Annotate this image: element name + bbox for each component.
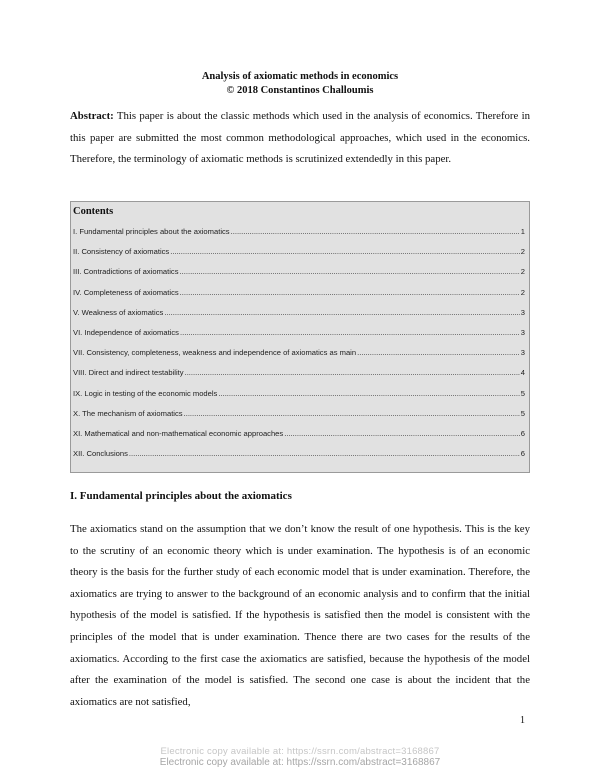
toc-dot-leader (231, 227, 520, 236)
toc-entry-label: III. Contradictions of axiomatics (73, 267, 179, 277)
toc-dot-leader (218, 389, 519, 398)
toc-dot-leader (164, 308, 519, 317)
toc-dot-leader (357, 348, 520, 357)
toc-dot-leader (180, 267, 520, 276)
toc-entry-page: 3 (520, 327, 525, 337)
toc-entry[interactable] (73, 348, 525, 368)
toc-entry[interactable] (73, 449, 525, 469)
toc-entry-label: I. Fundamental principles about the axiomatics (73, 227, 230, 236)
toc-entry-page: 6 (520, 428, 525, 438)
toc-entry-page: 2 (520, 247, 525, 257)
toc-entry[interactable] (73, 409, 525, 429)
toc-entry[interactable] (73, 288, 525, 308)
toc-entry-page: 2 (520, 267, 525, 277)
paper-title-block (0, 70, 600, 98)
toc-entry[interactable] (73, 247, 525, 267)
toc-entry-label: VI. Independence of axiomatics (73, 327, 179, 337)
toc-entry-page: 3 (520, 307, 525, 317)
toc-dot-leader (180, 288, 520, 297)
toc-entry-page: 1 (520, 227, 525, 236)
section-heading: I. Fundamental principles about the axiomatics (70, 490, 292, 502)
toc-dot-leader (284, 429, 520, 438)
toc-entry[interactable] (73, 308, 525, 328)
toc-entry-page: 2 (520, 287, 525, 297)
abstract-label: Abstract: (70, 110, 114, 122)
toc-entry-label: X. The mechanism of axiomatics (73, 408, 183, 418)
toc-entry-label: XI. Mathematical and non-mathematical economic approaches (73, 428, 284, 438)
toc-entry[interactable] (73, 429, 525, 449)
toc-dot-leader (180, 328, 520, 337)
toc-entries (73, 227, 525, 469)
author-line: © 2018 Constantinos Challoumis (226, 85, 374, 96)
section-body: The axiomatics stand on the assumption that we don’t know the result of one hypothesis. This is the key to the scrutiny of an economic theory which is under examination. The hypothesis is of an economic theory is the basis for the further study of each economic model that is under examination. Therefore, the axiomatics are trying to answer to the background of an economic analysis and to confirm that the initial hypothesis of the model is satisfied. If the hypothesis is satisfied then the model is consistent with the principles of the model that is under examination. Thence there are two cases for the results of the axiomatics. According to the first case the axiomatics are satisfied, because the hypothesis of the model after the examination of the model is satisfied. The second one case is about the incident that the axiomatics are not satisfied, (70, 523, 530, 708)
toc-dot-leader (129, 449, 520, 458)
toc-entry-label: IX. Logic in testing of the economic models (73, 388, 218, 398)
toc-entry-page: 5 (520, 388, 525, 398)
toc-entry-label: VIII. Direct and indirect testability (73, 368, 184, 378)
toc-entry-page: 3 (520, 348, 525, 358)
toc-entry[interactable] (73, 328, 525, 348)
toc-entry-label: VII. Consistency, completeness, weakness and independence of axiomatics as main (73, 348, 357, 358)
toc-entry[interactable] (73, 227, 525, 247)
toc-dot-leader (184, 409, 520, 418)
paper-title: Analysis of axiomatic methods in economics (201, 71, 399, 82)
page-number: 1 (520, 715, 525, 726)
toc-dot-leader (170, 247, 520, 256)
toc-entry-page: 6 (520, 449, 525, 459)
toc-heading: Contents (73, 206, 114, 217)
toc-entry-page: 5 (520, 408, 525, 418)
toc-entry-label: IV. Completeness of axiomatics (73, 287, 179, 297)
ssrn-watermark-faint: Electronic copy available at: https://ssrn.com/abstract=3168867 (160, 746, 440, 757)
table-of-contents (70, 201, 530, 473)
toc-entry[interactable] (73, 368, 525, 388)
toc-entry[interactable] (73, 267, 525, 287)
ssrn-watermark: Electronic copy available at: https://ssrn.com/abstract=3168867 (159, 757, 441, 768)
toc-entry[interactable] (73, 389, 525, 409)
toc-entry-label: V. Weakness of axiomatics (73, 307, 164, 317)
abstract (70, 106, 530, 171)
abstract-text: This paper is about the classic methods which used in the analysis of economics. Therefore in this paper are submitted the most common methodological approaches, which used in the economics. Therefore, the terminology of axiomatic methods is scrutinized extendedly in this paper. (70, 110, 530, 165)
toc-entry-label: XII. Conclusions (73, 449, 128, 459)
toc-dot-leader (185, 368, 520, 377)
toc-entry-page: 4 (520, 368, 525, 378)
toc-entry-label: II. Consistency of axiomatics (73, 247, 170, 257)
